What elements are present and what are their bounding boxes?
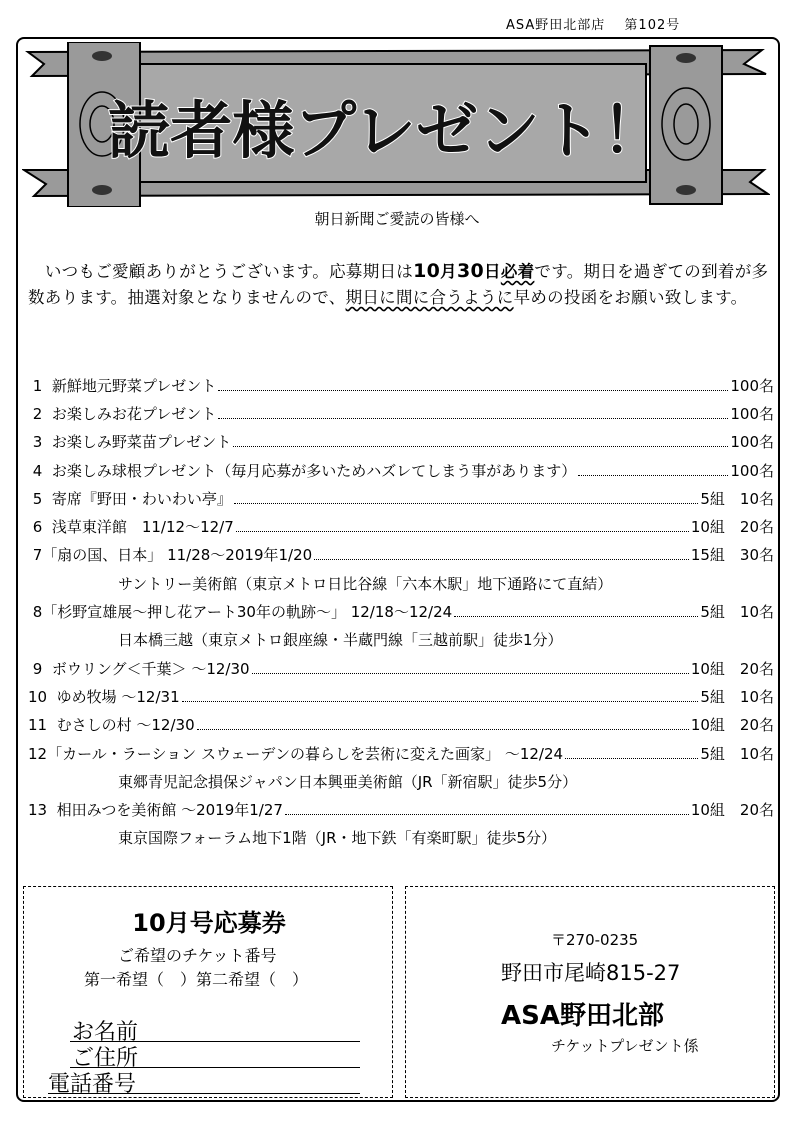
prize-item (28, 399, 774, 427)
prize-quantity: 5組 10名 (700, 744, 774, 763)
prize-quantity: 100名 (730, 404, 774, 423)
prize-quantity: 100名 (730, 433, 774, 452)
prize-quantity: 5組 10名 (700, 603, 774, 622)
prize-item (28, 795, 774, 823)
leader-dots (197, 729, 689, 730)
prize-quantity: 100名 (730, 376, 774, 395)
leader-dots (182, 701, 699, 702)
leader-dots (218, 390, 728, 391)
name-label: お名前 (72, 1020, 139, 1045)
prize-list (28, 371, 774, 852)
leader-dots (252, 673, 689, 674)
prize-item (28, 428, 774, 456)
mail-box (405, 886, 775, 1098)
prize-quantity: 10組 20名 (690, 659, 774, 678)
wish-label: ご希望のチケット番号 (118, 946, 277, 965)
prize-item (28, 541, 774, 569)
intro-paragraph: いつもご愛顧ありがとうございます。応募期日は10月30日必着です。期日を過ぎての到着が多数あります。抽選対象となりませんので、期日に間に合うように早めの投函をお願い致します。 (28, 260, 769, 307)
prize-item (28, 682, 774, 710)
greeting: 朝日新聞ご愛読の皆様へ (314, 210, 480, 228)
zip-code: 〒270-0235 (551, 931, 639, 949)
prize-venue: 日本橋三越（東京メトロ銀座線・半蔵門線「三越前駅」徒歩1分） (118, 631, 563, 650)
coupon-box (23, 886, 393, 1098)
prize-label: 5 寄席『野田・わいわい亭』 (28, 489, 232, 508)
prize-label: 1 新鮮地元野菜プレゼント (28, 376, 217, 395)
prize-venue: サントリー美術館（東京メトロ日比谷線「六本木駅」地下通路にて直結） (118, 574, 613, 593)
leader-dots (314, 559, 689, 560)
issue-number: 第102号 (624, 18, 681, 33)
prize-quantity: 15組 30名 (690, 546, 774, 565)
prize-label: 6 浅草東洋館 11/12～12/7 (28, 518, 234, 537)
prize-venue: 東京国際フォーラム地下1階（JR・地下鉄「有楽町駅」徒歩5分） (118, 829, 557, 848)
leader-dots (454, 616, 698, 617)
phone-line[interactable] (48, 1093, 360, 1094)
prize-label: 10 ゆめ牧場 ～12/31 (28, 687, 180, 706)
leader-dots (285, 814, 689, 815)
prize-label: 9 ボウリング＜千葉＞ ～12/30 (28, 659, 250, 678)
leader-dots (565, 758, 698, 759)
mail-org: ASA野田北部 (501, 1001, 664, 1031)
prize-item (28, 371, 774, 399)
wish-line[interactable]: 第一希望（ ）第二希望（ ） (84, 970, 309, 989)
prize-label: 7「扇の国、日本」 11/28～2019年1/20 (28, 546, 313, 565)
prize-label: 2 お楽しみお花プレゼント (28, 404, 217, 423)
prize-label: 4 お楽しみ球根プレゼント（毎月応募が多いためハズレてしまう事があります） (28, 461, 577, 480)
prize-label: 3 お楽しみ野菜苗プレゼント (28, 433, 232, 452)
prize-item (28, 597, 774, 625)
shop-name: ASA野田北部店 (506, 18, 606, 33)
deadline-note: 期日に間に合うように (345, 288, 514, 307)
title-banner (22, 42, 770, 207)
prize-quantity: 10組 20名 (690, 801, 774, 820)
leader-dots (233, 446, 728, 447)
prize-label: 13 相田みつを美術館 ～2019年1/27 (28, 801, 283, 820)
issue-header (506, 14, 680, 33)
prize-item (28, 512, 774, 540)
leader-dots (218, 418, 728, 419)
prize-item (28, 654, 774, 682)
prize-label: 11 むさしの村 ～12/30 (28, 716, 195, 735)
leader-dots (236, 531, 689, 532)
leader-dots (234, 503, 699, 504)
coupon-title: 10月号応募券 (132, 909, 286, 937)
prize-label: 8「杉野宣雄展～押し花アート30年の軌跡～」 12/18～12/24 (28, 603, 453, 622)
prize-venue: 東郷青児記念損保ジャパン日本興亜美術館（JR「新宿駅」徒歩5分） (118, 772, 578, 791)
deadline-must: 必着 (500, 262, 535, 281)
prize-item (28, 739, 774, 767)
prize-quantity: 5組 10名 (700, 489, 774, 508)
prize-label: 12「カール・ラーション スウェーデンの暮らしを芸術に変えた画家」 ～12/24 (28, 744, 564, 763)
prize-quantity: 10組 20名 (690, 716, 774, 735)
address-label: ご住所 (72, 1046, 139, 1071)
mail-dept: チケットプレゼント係 (551, 1037, 699, 1055)
prize-quantity: 10組 20名 (690, 518, 774, 537)
banner-title: 読者様プレゼント！ (108, 94, 664, 167)
prize-quantity: 100名 (730, 461, 774, 480)
deadline-day: 30日 (456, 260, 501, 282)
prize-item (28, 456, 774, 484)
deadline-month: 10月 (413, 260, 457, 282)
prize-item (28, 484, 774, 512)
mail-address: 野田市尾崎815-27 (501, 961, 681, 985)
phone-label: 電話番号 (48, 1072, 137, 1097)
prize-item (28, 711, 774, 739)
prize-quantity: 5組 10名 (700, 687, 774, 706)
leader-dots (578, 475, 728, 476)
